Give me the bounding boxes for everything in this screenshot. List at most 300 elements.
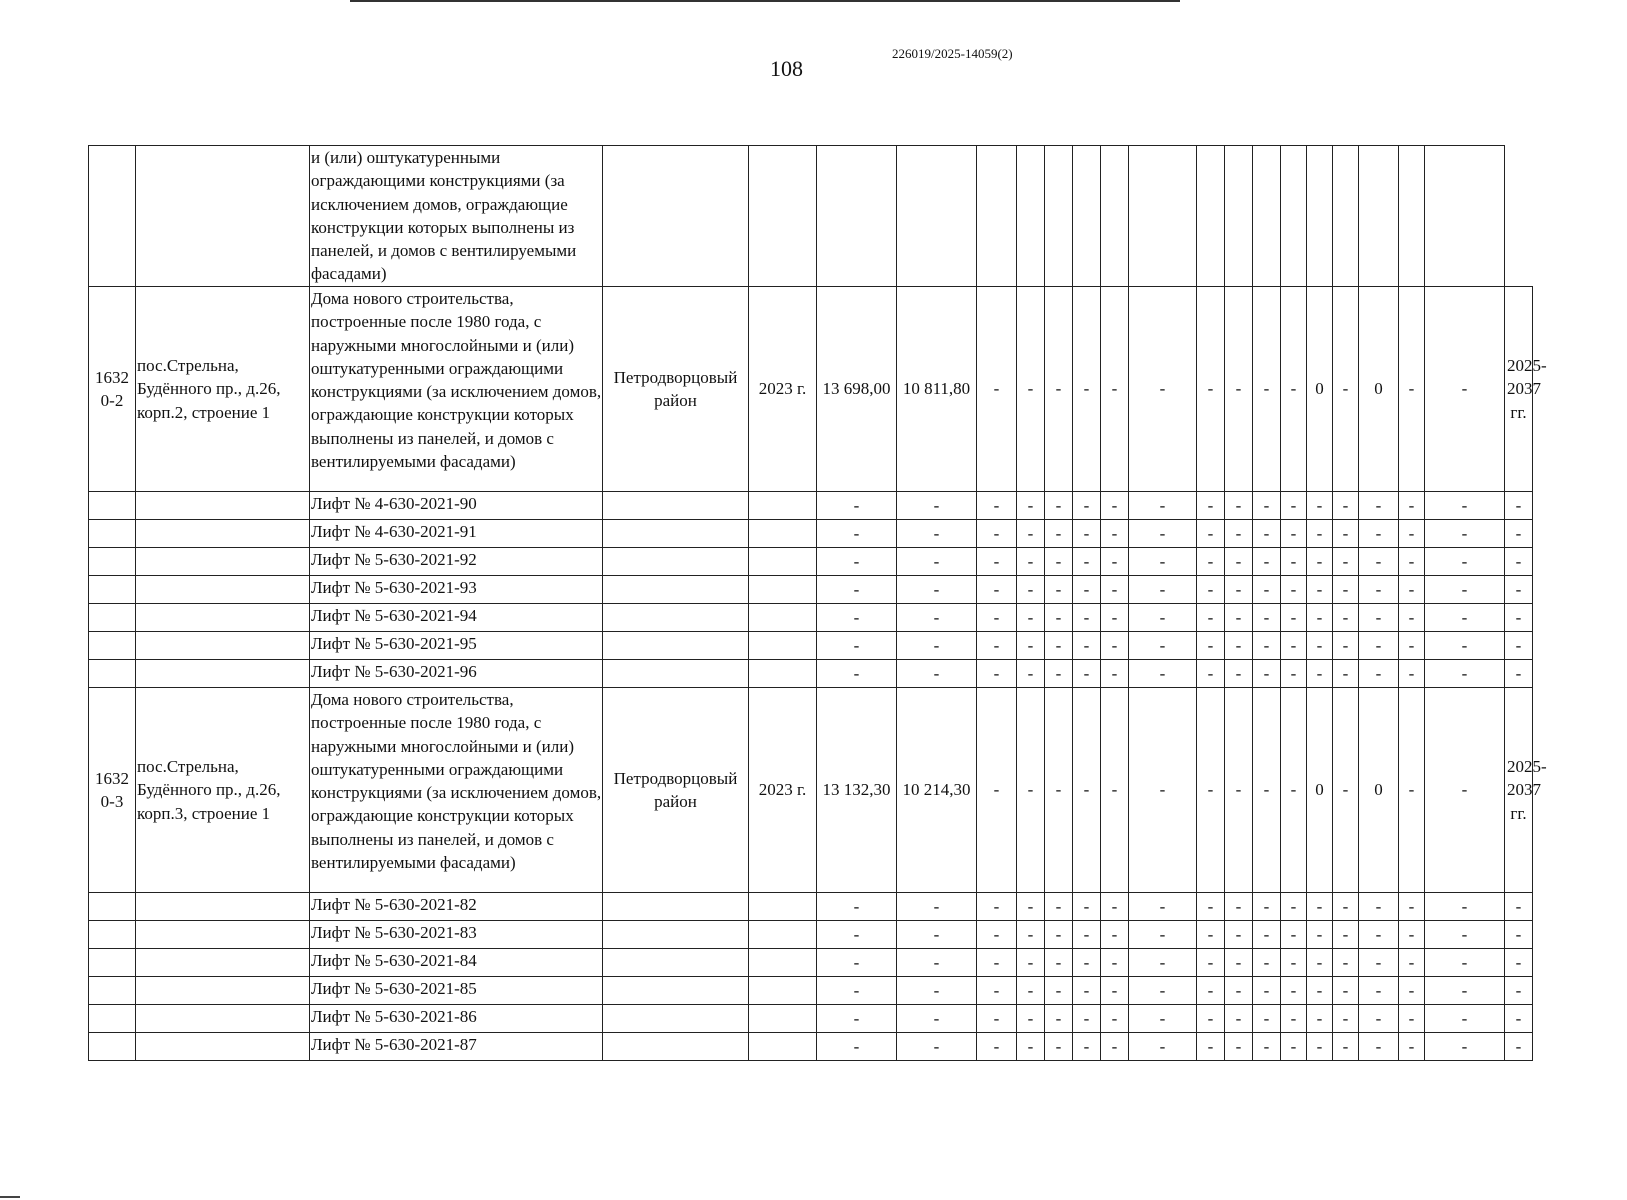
lift-value-cell: -: [1505, 1033, 1533, 1061]
lift-value-cell: -: [1129, 977, 1197, 1005]
address-cell: [136, 548, 310, 576]
lift-value-cell: -: [1101, 921, 1129, 949]
lift-value-cell: -: [1101, 1033, 1129, 1061]
lift-value-cell: -: [1359, 660, 1399, 688]
living-area-cell: 10 811,80: [897, 287, 977, 492]
lift-value-cell: -: [1045, 604, 1073, 632]
lift-value-cell: -: [1073, 520, 1101, 548]
lift-value-cell: -: [1281, 604, 1307, 632]
lift-value-cell: -: [1017, 977, 1045, 1005]
lift-value-cell: -: [1399, 893, 1425, 921]
lift-value-cell: -: [1101, 660, 1129, 688]
lift-value-cell: -: [1073, 893, 1101, 921]
lift-value-cell: -: [1225, 977, 1253, 1005]
lift-value-cell: -: [1101, 893, 1129, 921]
lift-value-cell: -: [1017, 893, 1045, 921]
lift-value-cell: -: [1253, 604, 1281, 632]
lift-value-cell: -: [1253, 576, 1281, 604]
district-cell: [603, 632, 749, 660]
year-cell: [749, 632, 817, 660]
lift-value-cell: -: [1073, 604, 1101, 632]
lift-value-cell: -: [1197, 949, 1225, 977]
num-cell: [89, 949, 136, 977]
lift-value-cell: -: [1045, 520, 1073, 548]
district-cell: [603, 1005, 749, 1033]
lift-value-cell: -: [1425, 921, 1505, 949]
district-cell: [603, 604, 749, 632]
lift-value-cell: -: [1045, 977, 1073, 1005]
lift-value-cell: -: [1225, 632, 1253, 660]
lift-value-cell: -: [1281, 548, 1307, 576]
lift-value-cell: -: [1045, 548, 1073, 576]
lift-value-cell: -: [1073, 921, 1101, 949]
lift-value-cell: -: [1225, 949, 1253, 977]
lift-value-cell: -: [1017, 492, 1045, 520]
empty-cell: [897, 146, 977, 287]
lift-value-cell: -: [1253, 548, 1281, 576]
num-cell: [89, 520, 136, 548]
lift-value-cell: -: [1253, 1033, 1281, 1061]
description-cell: и (или) оштукатуренными ограждающими конструкциями (за исключением домов, ограждающие конструкции которых выполнены из панелей, и домов с вентилируемыми фасадами): [310, 146, 603, 287]
lift-value-cell: -: [1307, 893, 1333, 921]
lift-value-cell: -: [1129, 492, 1197, 520]
lift-value-cell: -: [1253, 492, 1281, 520]
num-cell: [89, 604, 136, 632]
lift-value-cell: -: [1359, 548, 1399, 576]
lift-value-cell: -: [1045, 660, 1073, 688]
lift-value-cell: -: [1225, 893, 1253, 921]
lift-value-cell: -: [977, 1033, 1017, 1061]
period-cell: 2025-2037 гг.: [1505, 688, 1533, 893]
lift-value-cell: -: [1225, 604, 1253, 632]
address-cell: [136, 949, 310, 977]
lift-value-cell: -: [1359, 977, 1399, 1005]
address-cell: [136, 632, 310, 660]
lift-value-cell: -: [1359, 893, 1399, 921]
num-cell: [89, 146, 136, 287]
lift-value-cell: -: [1129, 1033, 1197, 1061]
lift-value-cell: -: [1101, 632, 1129, 660]
year-cell: [749, 977, 817, 1005]
lift-value-cell: -: [1505, 604, 1533, 632]
lift-row: [89, 548, 1533, 576]
lift-value-cell: -: [1197, 492, 1225, 520]
lift-value-cell: -: [817, 1033, 897, 1061]
num-cell: [89, 660, 136, 688]
lift-value-cell: -: [1359, 604, 1399, 632]
lift-value-cell: -: [1197, 520, 1225, 548]
lift-value-cell: -: [1505, 632, 1533, 660]
lift-value-cell: -: [1399, 604, 1425, 632]
num-cell: [89, 548, 136, 576]
lift-name-cell: Лифт № 5-630-2021-84: [310, 949, 603, 977]
year-cell: [749, 660, 817, 688]
lift-value-cell: -: [977, 632, 1017, 660]
lift-name-cell: Лифт № 4-630-2021-90: [310, 492, 603, 520]
lift-value-cell: -: [1225, 1033, 1253, 1061]
lift-value-cell: -: [1129, 1005, 1197, 1033]
lift-value-cell: -: [1281, 632, 1307, 660]
lift-value-cell: -: [897, 660, 977, 688]
lift-name-cell: Лифт № 5-630-2021-82: [310, 893, 603, 921]
lift-value-cell: -: [1505, 660, 1533, 688]
lift-value-cell: -: [1129, 576, 1197, 604]
empty-cell: [817, 146, 897, 287]
district-cell: Петродворцовый район: [603, 688, 749, 893]
lift-value-cell: -: [1017, 604, 1045, 632]
empty-cell: [1307, 146, 1333, 287]
work-type-cell: -: [1333, 688, 1359, 893]
lift-value-cell: -: [1197, 977, 1225, 1005]
lift-value-cell: -: [897, 1005, 977, 1033]
lift-name-cell: Лифт № 5-630-2021-94: [310, 604, 603, 632]
register-table-body: [89, 146, 1547, 1061]
lift-value-cell: -: [1359, 1033, 1399, 1061]
year-cell: [749, 576, 817, 604]
lift-value-cell: -: [1281, 977, 1307, 1005]
lift-value-cell: -: [1333, 660, 1359, 688]
lift-value-cell: -: [1017, 660, 1045, 688]
lift-value-cell: -: [1425, 977, 1505, 1005]
lift-value-cell: -: [1333, 548, 1359, 576]
description-cell: Дома нового строительства, построенные после 1980 года, с наружными многослойными и (или) оштукатуренными ограждающими конструкциями (за исключением домов, ограждающие конструкции которых выполнены из панелей, и домов с вентилируемыми фасадами): [310, 688, 603, 893]
lift-value-cell: -: [1197, 921, 1225, 949]
lift-value-cell: -: [1399, 660, 1425, 688]
lift-value-cell: -: [1045, 492, 1073, 520]
lift-value-cell: -: [1281, 520, 1307, 548]
address-cell: [136, 146, 310, 287]
lift-value-cell: -: [1045, 949, 1073, 977]
register-table: [88, 145, 1547, 1061]
lift-value-cell: -: [1281, 921, 1307, 949]
lift-name-cell: Лифт № 4-630-2021-91: [310, 520, 603, 548]
work-type-cell: -: [977, 688, 1017, 893]
lift-value-cell: -: [1045, 576, 1073, 604]
district-cell: [603, 893, 749, 921]
year-cell: [749, 921, 817, 949]
address-cell: [136, 604, 310, 632]
lift-value-cell: -: [897, 1033, 977, 1061]
lift-name-cell: Лифт № 5-630-2021-83: [310, 921, 603, 949]
num-cell: [89, 632, 136, 660]
lift-value-cell: -: [1129, 632, 1197, 660]
lift-value-cell: -: [1129, 893, 1197, 921]
lift-value-cell: -: [977, 548, 1017, 576]
lift-value-cell: -: [977, 520, 1017, 548]
lift-value-cell: -: [817, 492, 897, 520]
lift-value-cell: -: [1307, 949, 1333, 977]
lift-value-cell: -: [1399, 632, 1425, 660]
lift-value-cell: -: [1505, 576, 1533, 604]
empty-cell: [603, 146, 749, 287]
work-type-cell: -: [1425, 688, 1505, 893]
lift-value-cell: -: [1197, 660, 1225, 688]
row-number: 1632 0-3: [89, 688, 136, 893]
lift-value-cell: -: [1505, 949, 1533, 977]
lift-value-cell: -: [1425, 492, 1505, 520]
lift-value-cell: -: [1333, 492, 1359, 520]
district-cell: [603, 520, 749, 548]
lift-value-cell: -: [1307, 520, 1333, 548]
lift-value-cell: -: [1225, 660, 1253, 688]
year-cell: [749, 492, 817, 520]
lift-value-cell: -: [1399, 1033, 1425, 1061]
continuation-row: [89, 146, 1533, 287]
work-type-cell: -: [1399, 287, 1425, 492]
lift-value-cell: -: [1045, 632, 1073, 660]
lift-value-cell: -: [1101, 949, 1129, 977]
document-reference: 226019/2025-14059(2): [892, 46, 1013, 61]
lift-name-cell: Лифт № 5-630-2021-85: [310, 977, 603, 1005]
lift-value-cell: -: [977, 492, 1017, 520]
lift-value-cell: -: [977, 949, 1017, 977]
empty-cell: [1045, 146, 1073, 287]
district-cell: [603, 977, 749, 1005]
lift-value-cell: -: [1505, 1005, 1533, 1033]
lift-value-cell: -: [1333, 893, 1359, 921]
lift-value-cell: -: [1225, 520, 1253, 548]
lift-value-cell: -: [1359, 576, 1399, 604]
lift-value-cell: -: [1129, 660, 1197, 688]
year-cell: [749, 949, 817, 977]
lift-name-cell: Лифт № 5-630-2021-86: [310, 1005, 603, 1033]
year-cell: [749, 520, 817, 548]
building-row: [89, 287, 1533, 492]
scan-edge-mark: [0, 1196, 20, 1198]
work-type-cell: -: [977, 287, 1017, 492]
lift-value-cell: -: [1333, 1033, 1359, 1061]
lift-value-cell: -: [1359, 949, 1399, 977]
lift-value-cell: -: [1073, 492, 1101, 520]
lift-value-cell: -: [1425, 548, 1505, 576]
work-type-cell: 0: [1307, 688, 1333, 893]
lift-value-cell: -: [817, 520, 897, 548]
address-cell: [136, 576, 310, 604]
lift-value-cell: -: [1425, 520, 1505, 548]
work-type-cell: -: [1129, 688, 1197, 893]
lift-value-cell: -: [897, 520, 977, 548]
empty-cell: [1017, 146, 1045, 287]
lift-value-cell: -: [817, 893, 897, 921]
lift-value-cell: -: [1425, 660, 1505, 688]
lift-value-cell: -: [1307, 604, 1333, 632]
lift-value-cell: -: [897, 548, 977, 576]
lift-value-cell: -: [1281, 1005, 1307, 1033]
num-cell: [89, 1033, 136, 1061]
work-type-cell: -: [1045, 287, 1073, 492]
lift-value-cell: -: [897, 949, 977, 977]
lift-value-cell: -: [1045, 921, 1073, 949]
lift-value-cell: -: [1101, 492, 1129, 520]
num-cell: [89, 977, 136, 1005]
empty-cell: [1281, 146, 1307, 287]
lift-value-cell: -: [1333, 921, 1359, 949]
lift-name-cell: Лифт № 5-630-2021-93: [310, 576, 603, 604]
work-type-cell: -: [1399, 688, 1425, 893]
lift-row: [89, 576, 1533, 604]
lift-value-cell: -: [1253, 921, 1281, 949]
lift-value-cell: -: [1281, 1033, 1307, 1061]
work-type-cell: -: [1129, 287, 1197, 492]
lift-value-cell: -: [897, 604, 977, 632]
lift-value-cell: -: [1333, 977, 1359, 1005]
empty-cell: [1253, 146, 1281, 287]
lift-value-cell: -: [1425, 949, 1505, 977]
address-cell: [136, 1005, 310, 1033]
lift-value-cell: -: [1197, 576, 1225, 604]
lift-value-cell: -: [1399, 492, 1425, 520]
address-cell: [136, 921, 310, 949]
lift-row: [89, 604, 1533, 632]
lift-value-cell: -: [977, 893, 1017, 921]
empty-cell: [1129, 146, 1197, 287]
lift-value-cell: -: [1333, 604, 1359, 632]
lift-value-cell: -: [1017, 1033, 1045, 1061]
empty-cell: [1399, 146, 1425, 287]
district-cell: [603, 1033, 749, 1061]
lift-value-cell: -: [977, 1005, 1017, 1033]
year-cell: [749, 1033, 817, 1061]
lift-value-cell: -: [1281, 893, 1307, 921]
lift-name-cell: Лифт № 5-630-2021-92: [310, 548, 603, 576]
lift-value-cell: -: [1281, 576, 1307, 604]
lift-value-cell: -: [1225, 492, 1253, 520]
lift-value-cell: -: [1073, 576, 1101, 604]
lift-name-cell: Лифт № 5-630-2021-87: [310, 1033, 603, 1061]
lift-value-cell: -: [977, 660, 1017, 688]
lift-name-cell: Лифт № 5-630-2021-95: [310, 632, 603, 660]
lift-value-cell: -: [897, 576, 977, 604]
num-cell: [89, 492, 136, 520]
lift-value-cell: -: [1399, 949, 1425, 977]
lift-value-cell: -: [1129, 604, 1197, 632]
lift-value-cell: -: [1359, 632, 1399, 660]
lift-value-cell: -: [1253, 1005, 1281, 1033]
lift-value-cell: -: [1225, 921, 1253, 949]
lift-value-cell: -: [1101, 520, 1129, 548]
lift-value-cell: -: [1333, 576, 1359, 604]
lift-value-cell: -: [1333, 632, 1359, 660]
lift-value-cell: -: [817, 977, 897, 1005]
work-type-cell: 0: [1359, 287, 1399, 492]
lift-value-cell: -: [1281, 949, 1307, 977]
lift-value-cell: -: [1101, 1005, 1129, 1033]
lift-value-cell: -: [1253, 893, 1281, 921]
year-cell: [749, 548, 817, 576]
living-area-cell: 10 214,30: [897, 688, 977, 893]
lift-value-cell: -: [1073, 977, 1101, 1005]
lift-value-cell: -: [897, 921, 977, 949]
lift-value-cell: -: [1307, 492, 1333, 520]
lift-value-cell: -: [1017, 632, 1045, 660]
empty-cell: [749, 146, 817, 287]
lift-row: [89, 632, 1533, 660]
district-cell: [603, 548, 749, 576]
work-type-cell: -: [1197, 688, 1225, 893]
lift-value-cell: -: [1359, 492, 1399, 520]
work-type-cell: -: [1073, 287, 1101, 492]
work-type-cell: 0: [1359, 688, 1399, 893]
district-cell: [603, 576, 749, 604]
work-type-cell: -: [1101, 688, 1129, 893]
lift-value-cell: -: [1505, 977, 1533, 1005]
lift-value-cell: -: [897, 492, 977, 520]
lift-value-cell: -: [1307, 632, 1333, 660]
year-cell: [749, 1005, 817, 1033]
work-type-cell: -: [1073, 688, 1101, 893]
lift-value-cell: -: [1017, 921, 1045, 949]
lift-value-cell: -: [1017, 520, 1045, 548]
lift-row: [89, 492, 1533, 520]
lift-value-cell: -: [1253, 660, 1281, 688]
lift-row: [89, 520, 1533, 548]
lift-value-cell: -: [1073, 632, 1101, 660]
row-number: 1632 0-2: [89, 287, 136, 492]
lift-value-cell: -: [1045, 1005, 1073, 1033]
lift-value-cell: -: [1129, 548, 1197, 576]
lift-value-cell: -: [1225, 576, 1253, 604]
building-row: [89, 688, 1533, 893]
num-cell: [89, 576, 136, 604]
lift-value-cell: -: [1307, 1033, 1333, 1061]
lift-value-cell: -: [1399, 576, 1425, 604]
lift-value-cell: -: [1197, 893, 1225, 921]
lift-value-cell: -: [1505, 548, 1533, 576]
year-cell: [749, 893, 817, 921]
lift-value-cell: -: [817, 632, 897, 660]
lift-value-cell: -: [1399, 1005, 1425, 1033]
lift-value-cell: -: [1425, 1033, 1505, 1061]
lift-value-cell: -: [1225, 548, 1253, 576]
lift-value-cell: -: [1101, 977, 1129, 1005]
work-type-cell: -: [1281, 287, 1307, 492]
lift-value-cell: -: [1017, 949, 1045, 977]
lift-name-cell: Лифт № 5-630-2021-96: [310, 660, 603, 688]
lift-value-cell: -: [1505, 921, 1533, 949]
lift-value-cell: -: [1399, 548, 1425, 576]
work-type-cell: -: [1101, 287, 1129, 492]
work-type-cell: -: [1045, 688, 1073, 893]
lift-value-cell: -: [1307, 977, 1333, 1005]
empty-cell: [1101, 146, 1129, 287]
year-cell: 2023 г.: [749, 287, 817, 492]
district-cell: Петродворцовый район: [603, 287, 749, 492]
address-cell: [136, 1033, 310, 1061]
district-cell: [603, 921, 749, 949]
lift-value-cell: -: [1101, 576, 1129, 604]
lift-value-cell: -: [1399, 921, 1425, 949]
address-cell: [136, 660, 310, 688]
lift-value-cell: -: [1073, 1005, 1101, 1033]
lift-value-cell: -: [1197, 632, 1225, 660]
lift-value-cell: -: [1253, 632, 1281, 660]
lift-value-cell: -: [1101, 604, 1129, 632]
lift-value-cell: -: [1307, 1005, 1333, 1033]
lift-row: [89, 893, 1533, 921]
lift-value-cell: -: [1307, 921, 1333, 949]
lift-value-cell: -: [1253, 949, 1281, 977]
lift-value-cell: -: [1253, 977, 1281, 1005]
work-type-cell: -: [1017, 688, 1045, 893]
lift-value-cell: -: [1017, 1005, 1045, 1033]
lift-value-cell: -: [1399, 977, 1425, 1005]
lift-row: [89, 949, 1533, 977]
lift-value-cell: -: [1307, 548, 1333, 576]
lift-value-cell: -: [1425, 632, 1505, 660]
address-cell: пос.Стрельна, Будённого пр., д.26, корп.2, строение 1: [136, 287, 310, 492]
lift-value-cell: -: [1129, 520, 1197, 548]
lift-value-cell: -: [977, 921, 1017, 949]
